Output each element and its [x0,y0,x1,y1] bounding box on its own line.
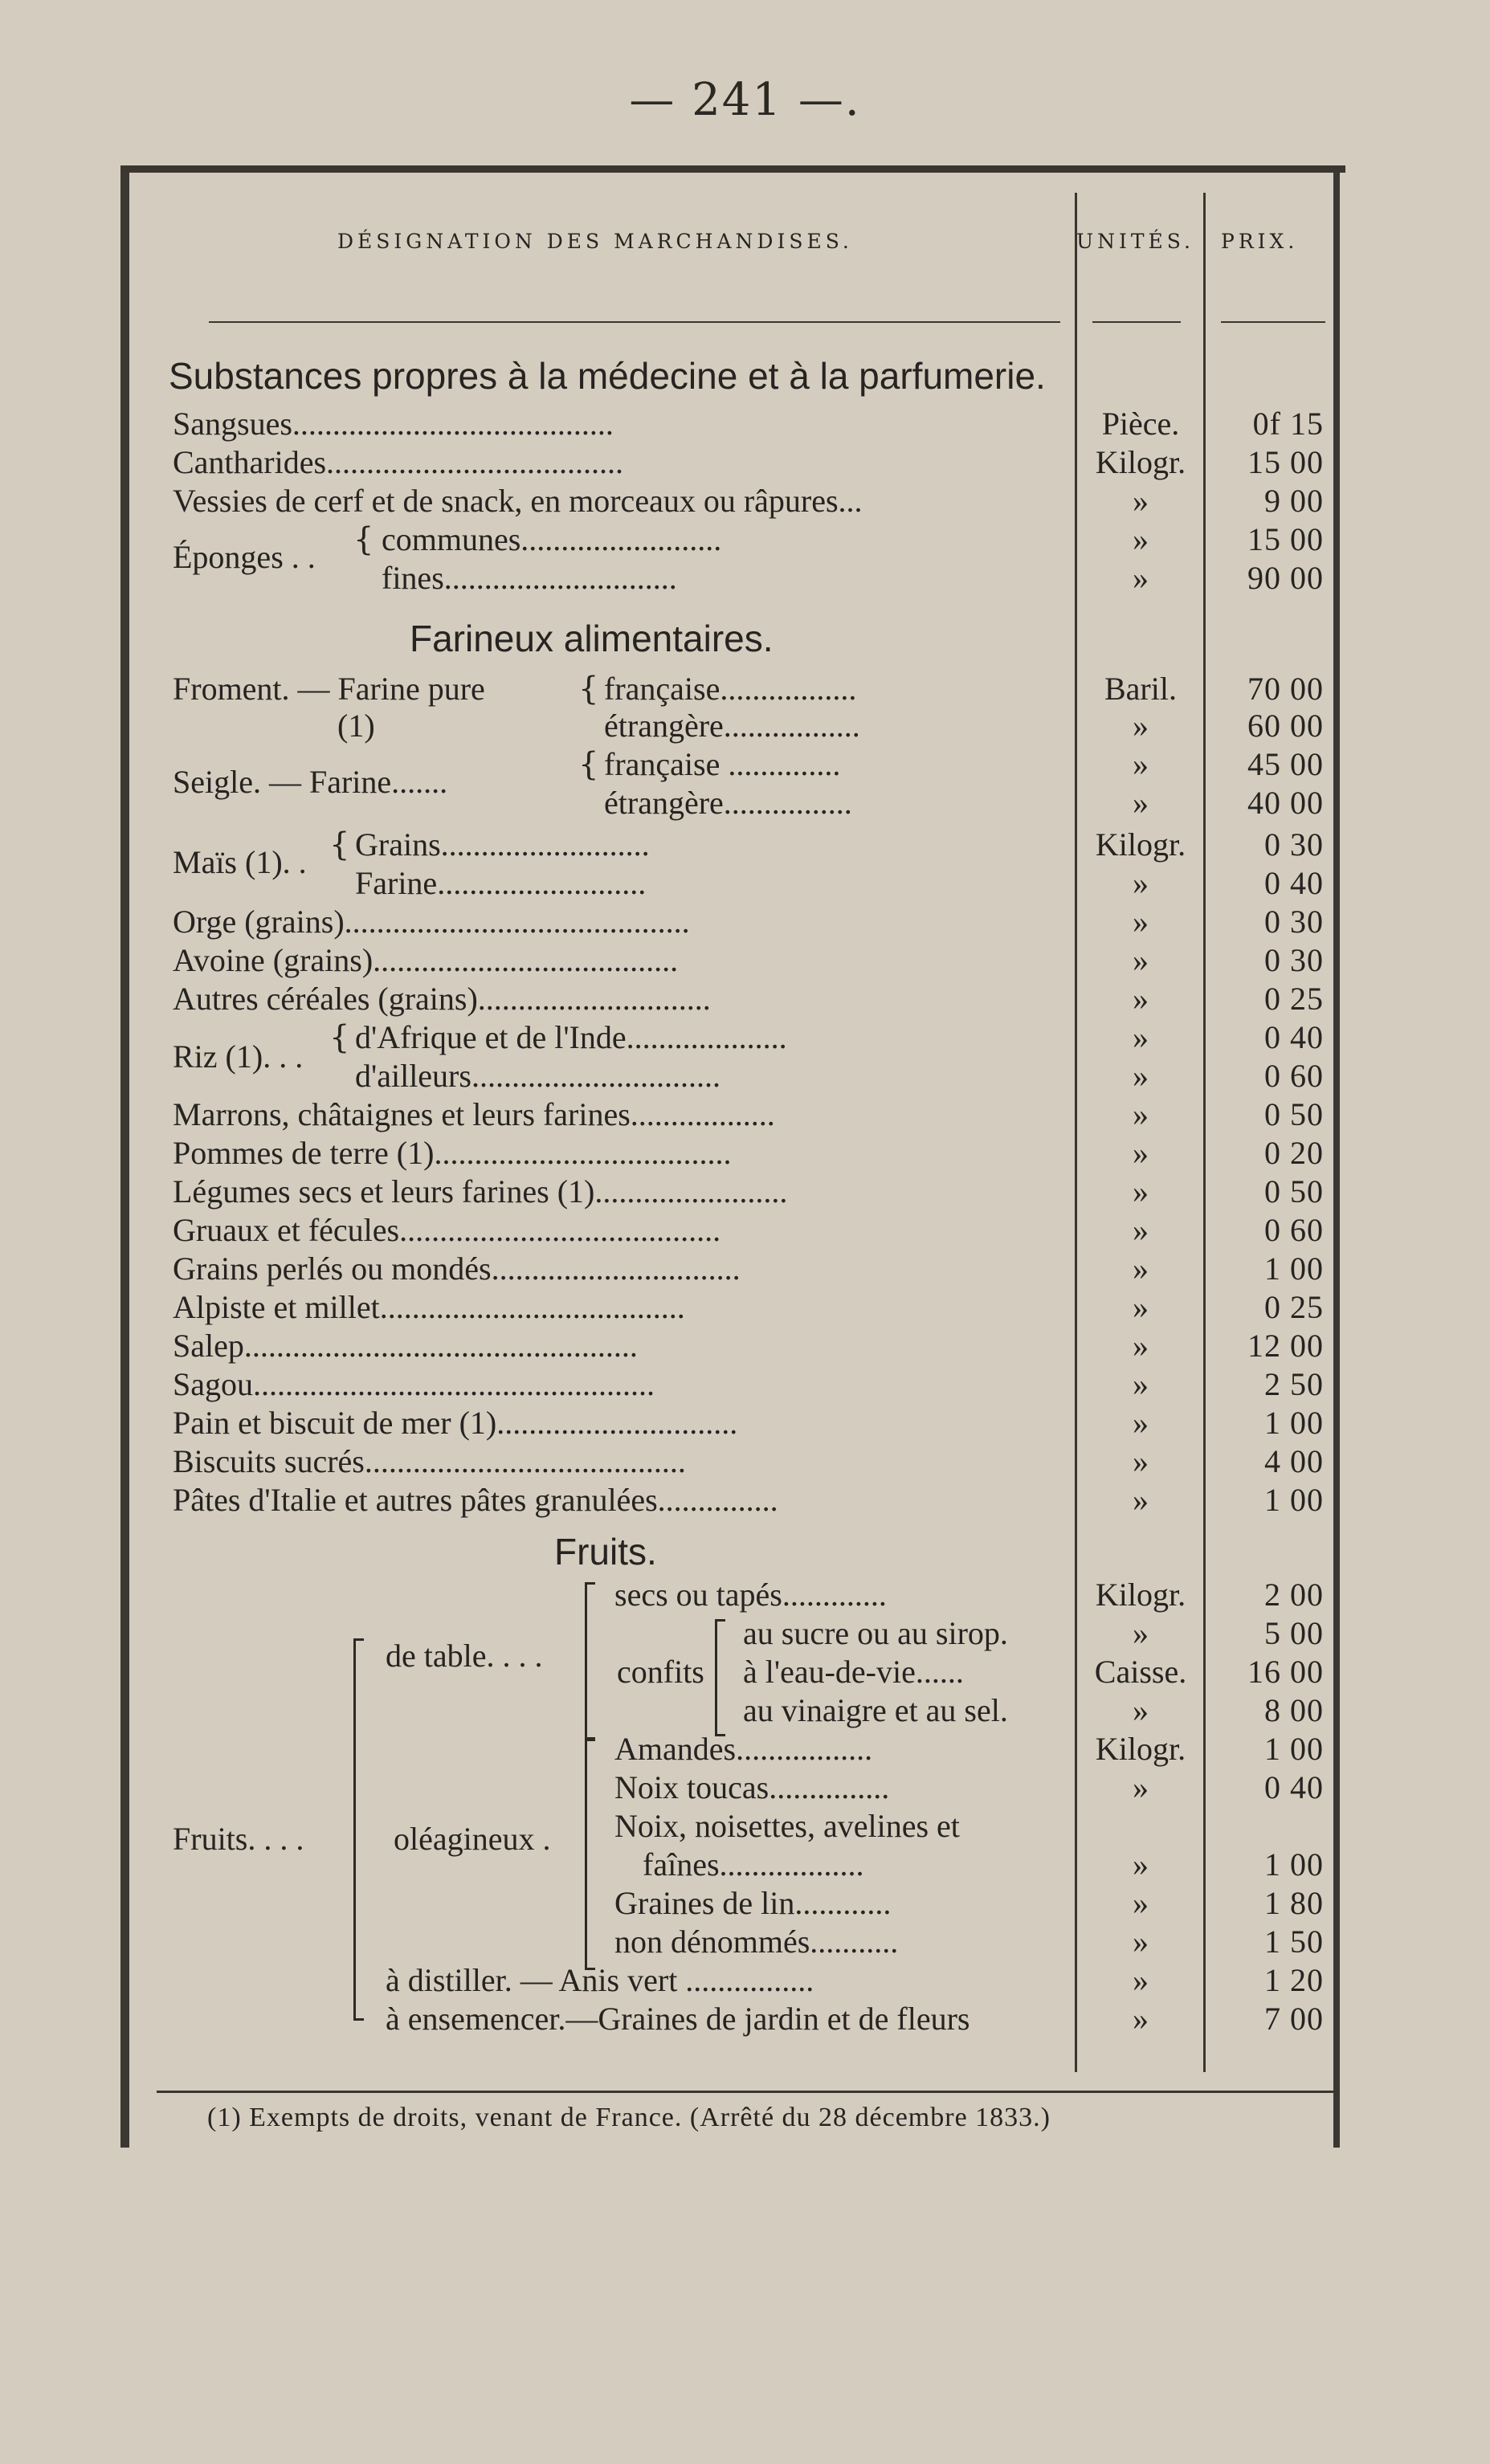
row-label: étrangère................ [604,785,852,821]
brace: { [578,746,599,783]
row-price: 90 00 [1247,560,1324,596]
row-label: Amandes................. [614,1731,873,1767]
row-label: Orge (grains)........................................... [173,904,690,940]
row-price: 5 00 [1264,1615,1324,1651]
row-price: 15 00 [1247,444,1324,480]
row-label: Sangsues........................................ [173,406,614,442]
group-label: de table. . . . [386,1638,543,1674]
row-unit: » [1133,1769,1149,1805]
footnote: (1) Exempts de droits, venant de France. (Arrêté du 28 décembre 1833.) [207,2103,1051,2132]
row-label: Salep................................................. [173,1328,638,1364]
row-unit: » [1133,560,1149,596]
row-unit: » [1133,483,1149,519]
row-price: 7 00 [1264,2001,1324,2037]
row-label: au vinaigre et au sel. [743,1692,1008,1728]
header-designation: DÉSIGNATION DES MARCHANDISES. [337,230,853,253]
footnote-ref: (1) [337,708,375,744]
row-price: 2 00 [1264,1577,1324,1613]
header-rule-units [1092,321,1181,323]
row-label: non dénommés........... [614,1923,899,1960]
row-unit: » [1133,1058,1149,1094]
brace: { [329,1019,350,1056]
section-title: Substances propres à la médecine et à la parfumerie. [169,355,1046,397]
row-price: 0 30 [1264,942,1324,978]
row-label: à ensemencer.—Graines de jardin et de fleurs [386,2001,970,2037]
row-unit: » [1133,708,1149,744]
row-unit: » [1133,1923,1149,1960]
row-label: secs ou tapés............. [614,1577,887,1613]
row-price: 0 25 [1264,1289,1324,1325]
row-price: 0 60 [1264,1058,1324,1094]
row-price: 40 00 [1247,785,1324,821]
row-label: Cantharides..................................... [173,444,624,480]
row-price: 70 00 [1247,671,1324,707]
brace [353,1638,364,2021]
group-label: confits [617,1654,704,1690]
row-unit: » [1133,942,1149,978]
frame-right-rule [1333,172,1340,2148]
row-label: Biscuits sucrés........................................ [173,1443,686,1479]
row-unit: » [1133,1846,1149,1883]
brace: { [578,671,599,708]
row-label: au sucre ou au sirop. [743,1615,1008,1651]
row-price: 1 50 [1264,1923,1324,1960]
brace: { [329,826,350,863]
row-label: fines............................. [382,560,677,596]
row-unit: » [1133,981,1149,1017]
row-price: 0 20 [1264,1135,1324,1171]
group-label: Éponges . . [173,539,316,575]
row-label: Pommes de terre (1)..................................... [173,1135,732,1171]
row-unit: Kilogr. [1095,826,1186,863]
brace [715,1619,725,1736]
brace: { [353,521,374,558]
row-label: Avoine (grains)...................................... [173,942,679,978]
row-price: 1 00 [1264,1846,1324,1883]
row-label: à distiller. — Anis vert ................ [386,1962,814,1998]
group-label: Fruits. . . . [173,1821,304,1857]
row-price: 2 50 [1264,1366,1324,1402]
row-price: 0 60 [1264,1212,1324,1248]
header-rule-designation [209,321,1060,323]
row-label: française................. [604,671,857,707]
row-label: Grains perlés ou mondés............................... [173,1250,741,1287]
brace [585,1582,595,1740]
row-label: faînes.................. [643,1846,864,1883]
row-unit: » [1133,1250,1149,1287]
section-title: Farineux alimentaires. [410,618,774,659]
row-price: 1 20 [1264,1962,1324,1998]
row-unit: » [1133,1443,1149,1479]
row-label-continued: Noix, noisettes, avelines et [614,1808,960,1844]
group-label: Riz (1). . . [173,1038,304,1075]
row-unit: Kilogr. [1095,1577,1186,1613]
row-unit: » [1133,1019,1149,1055]
row-label: Noix toucas............... [614,1769,890,1805]
brace [585,1739,595,1970]
row-unit: Pièce. [1101,406,1180,442]
row-label: d'Afrique et de l'Inde.................... [355,1019,787,1055]
row-label: à l'eau-de-vie...... [743,1654,964,1690]
header-rule-price [1221,321,1325,323]
row-price: 0 50 [1264,1173,1324,1210]
row-label: Sagou.................................................. [173,1366,655,1402]
row-unit: » [1133,746,1149,782]
row-label: Alpiste et millet...................................... [173,1289,685,1325]
row-price: 4 00 [1264,1443,1324,1479]
row-label: Vessies de cerf et de snack, en morceaux ou râpures... [173,483,863,519]
row-price: 12 00 [1247,1328,1324,1364]
row-unit: » [1133,1096,1149,1132]
row-unit: » [1133,1173,1149,1210]
row-unit: » [1133,2001,1149,2037]
row-label: Grains.......................... [355,826,650,863]
row-label: française .............. [604,746,841,782]
row-price: 45 00 [1247,746,1324,782]
row-price: 0f 15 [1252,406,1324,442]
row-unit: » [1133,1692,1149,1728]
group-label: Seigle. — Farine....... [173,764,448,800]
row-price: 1 00 [1264,1250,1324,1287]
group-label: Maïs (1). . [173,844,307,880]
group-label: Froment. — Farine pure [173,671,485,707]
row-label: Pain et biscuit de mer (1).............................. [173,1405,738,1441]
row-unit: » [1133,904,1149,940]
header-price: PRIX. [1221,230,1299,253]
row-price: 1 80 [1264,1885,1324,1921]
row-label: communes......................... [382,521,722,557]
section-title: Fruits. [554,1531,657,1573]
row-price: 0 50 [1264,1096,1324,1132]
row-unit: » [1133,1366,1149,1402]
row-price: 0 30 [1264,904,1324,940]
row-unit: » [1133,521,1149,557]
row-price: 0 25 [1264,981,1324,1017]
row-price: 9 00 [1264,483,1324,519]
row-label: étrangère................. [604,708,860,744]
row-unit: » [1133,865,1149,901]
row-unit: » [1133,1962,1149,1998]
row-label: Marrons, châtaignes et leurs farines.................. [173,1096,775,1132]
frame-bottom-rule [157,2091,1337,2093]
row-unit: » [1133,1615,1149,1651]
frame-top-rule [120,165,1345,173]
row-price: 0 40 [1264,1769,1324,1805]
row-price: 8 00 [1264,1692,1324,1728]
header-units: UNITÉS. [1076,230,1194,253]
row-label: Graines de lin............ [614,1885,892,1921]
row-price: 1 00 [1264,1731,1324,1767]
group-label: oléagineux . [394,1821,551,1857]
row-unit: » [1133,785,1149,821]
row-unit: Kilogr. [1095,444,1186,480]
row-unit: Baril. [1104,671,1177,707]
row-label: Légumes secs et leurs farines (1)........................ [173,1173,788,1210]
row-unit: » [1133,1212,1149,1248]
row-price: 15 00 [1247,521,1324,557]
row-price: 0 40 [1264,865,1324,901]
page-number: — 241 —. [629,74,861,126]
row-unit: » [1133,1885,1149,1921]
row-label: Gruaux et fécules........................................ [173,1212,721,1248]
row-unit: » [1133,1135,1149,1171]
row-price: 0 30 [1264,826,1324,863]
row-unit: » [1133,1289,1149,1325]
frame-left-rule [120,172,129,2148]
row-price: 1 00 [1264,1405,1324,1441]
row-label: Pâtes d'Italie et autres pâtes granulées............... [173,1482,778,1518]
row-label: d'ailleurs............................... [355,1058,721,1094]
row-price: 60 00 [1247,708,1324,744]
row-unit: Caisse. [1094,1654,1187,1690]
row-price: 1 00 [1264,1482,1324,1518]
row-label: Autres céréales (grains)............................. [173,981,711,1017]
row-unit: Kilogr. [1095,1731,1186,1767]
row-unit: » [1133,1482,1149,1518]
row-unit: » [1133,1328,1149,1364]
row-unit: » [1133,1405,1149,1441]
row-label: Farine.......................... [355,865,647,901]
row-price: 0 40 [1264,1019,1324,1055]
row-price: 16 00 [1247,1654,1324,1690]
